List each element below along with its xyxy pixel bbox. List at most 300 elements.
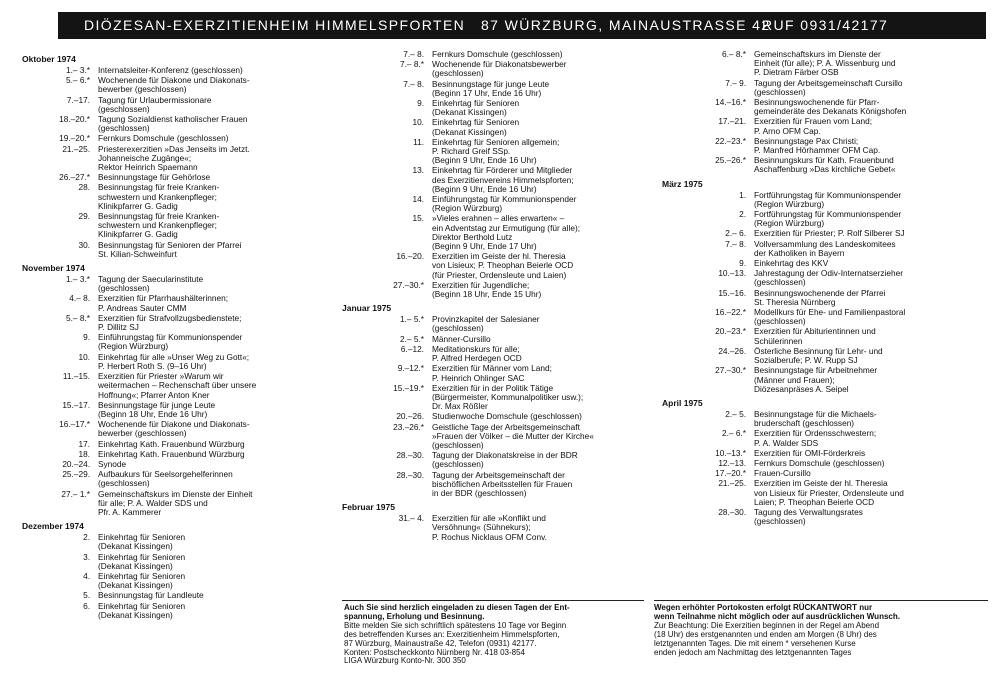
entry-line: (Beginn 9 Uhr, Ende 17 Uhr) xyxy=(432,241,537,252)
entry-text xyxy=(98,275,316,293)
entry-line: Direktor Berthold Lutz xyxy=(432,231,513,242)
entry-date: 13. xyxy=(412,165,424,176)
entry-date: 25.–26.* xyxy=(715,155,746,166)
entry-line: P. Dietram Färber OSB xyxy=(754,67,839,78)
entry-text xyxy=(98,333,316,351)
entry-line: des Exerzitienvereins Himmelspforten; xyxy=(432,174,574,185)
entry-line: Synode xyxy=(98,458,127,469)
entry-text xyxy=(754,229,968,238)
month-heading: Januar 1975 xyxy=(342,303,392,314)
entry-line: Fernkurs Domschule (geschlossen) xyxy=(432,49,563,59)
entry-line: Exerzitien für Abiturientinnen und xyxy=(754,326,876,337)
entry-text xyxy=(754,259,968,268)
entry-line: Besinnungstage für junge Leute xyxy=(432,78,550,89)
entry-line: Sozialberufe; P. W. Rupp SJ xyxy=(754,355,858,366)
entry-date: 1.– 5.* xyxy=(400,314,424,325)
entry-line: Vollversammlung des Landeskomitees xyxy=(754,238,896,249)
entry-text xyxy=(432,335,654,344)
schedule-entry xyxy=(662,240,968,258)
entry-text xyxy=(754,469,968,478)
entry-line: (für Priester, Ordensleute und Laien) xyxy=(432,269,567,280)
schedule-entry xyxy=(342,166,654,194)
entry-text xyxy=(754,366,968,394)
schedule-entry xyxy=(662,210,968,228)
schedule-entry xyxy=(22,212,316,240)
entry-date: 17.–21. xyxy=(718,116,746,127)
entry-line: (Dekanat Kissingen) xyxy=(432,107,507,118)
entry-date: 16.–20. xyxy=(396,251,424,262)
entry-line: (Dekanat Kissingen) xyxy=(98,541,173,552)
entry-line: bewerber (geschlossen) xyxy=(98,84,187,95)
entry-date: 6.–12. xyxy=(400,343,424,354)
schedule-entry xyxy=(342,118,654,136)
entry-text xyxy=(432,412,654,421)
entry-line: Exerzitien für Strafvollzugsbedienstete; xyxy=(98,312,242,323)
entry-line: P. A. Walder SDS xyxy=(754,437,819,448)
entry-line: (Dekanat Kissingen) xyxy=(98,560,173,571)
entry-text xyxy=(98,591,316,600)
schedule-entry xyxy=(342,138,654,166)
entry-line: Einkehrtag für Senioren xyxy=(432,117,520,128)
entry-date: 9.–12.* xyxy=(397,363,424,374)
entry-line: Frauen-Cursillo xyxy=(754,468,811,479)
schedule-entry xyxy=(22,275,316,293)
entry-date: 5. xyxy=(83,590,90,601)
entry-text xyxy=(98,241,316,259)
month-heading: April 1975 xyxy=(662,397,703,408)
schedule-entry xyxy=(22,460,316,469)
entry-date: 7.– 8.* xyxy=(400,59,424,70)
address: 87 WÜRZBURG, MAINAUSTRASSE 42 xyxy=(481,17,771,33)
entry-line: Tagung für Urlaubermissionare xyxy=(98,94,212,105)
entry-line: P. Alfred Herdegen OCD xyxy=(432,353,522,364)
entry-line: P. Andreas Sauter CMM xyxy=(98,302,187,313)
entry-line: Rektor Heinrich Spaemann xyxy=(98,162,198,173)
entry-line: (geschlossen) xyxy=(98,478,150,489)
entry-line: Besinnungstag für Landleute xyxy=(98,590,204,601)
entry-text xyxy=(754,308,968,326)
entry-line: Geistliche Tage der Arbeitsgemeinschaft xyxy=(432,421,580,432)
footer-line: (18 Uhr) des erstgenannten und enden am Morgen (8 Uhr) des xyxy=(654,629,877,639)
entry-date: 14.–16.* xyxy=(715,97,746,108)
schedule-entry xyxy=(662,191,968,209)
entry-text xyxy=(754,98,968,116)
schedule-entry xyxy=(22,353,316,371)
schedule-entry xyxy=(342,80,654,98)
footer-line: letztgenannten Tages. Die mit einem * versehenen Kurse xyxy=(654,638,856,648)
footer-line: Konten: Postscheckkonto Nürnberg Nr. 418 03-854 xyxy=(344,647,525,657)
schedule-entry xyxy=(342,471,654,499)
entry-line: (Beginn 17 Uhr, Ende 16 Uhr) xyxy=(432,87,542,98)
month-heading: März 1975 xyxy=(662,178,703,189)
entry-date: 6. xyxy=(83,600,90,611)
entry-text xyxy=(432,80,654,98)
footer-line: wenn Teilnahme nicht möglich oder auf ausdrücklichen Wunsch. xyxy=(654,611,900,621)
schedule-entry xyxy=(662,137,968,155)
entry-text xyxy=(432,138,654,166)
entry-line: (geschlossen) xyxy=(432,439,484,450)
entry-line: bruderschaft (geschlossen) xyxy=(754,418,855,429)
schedule-entry xyxy=(662,410,968,428)
entry-line: Exerzitien für OMI-Förderkreis xyxy=(754,447,866,458)
entry-text xyxy=(754,210,968,228)
schedule-entry xyxy=(342,99,654,117)
entry-line: Einkehrtag für Senioren xyxy=(98,600,186,611)
schedule-entry xyxy=(342,60,654,78)
entry-date: 21.–25. xyxy=(62,143,90,154)
footer-line: Wegen erhöhter Portokosten erfolgt RÜCKANTWORT nur xyxy=(654,603,873,612)
schedule-entry xyxy=(22,490,316,518)
entry-text xyxy=(754,117,968,135)
entry-text xyxy=(432,364,654,382)
entry-line: P. Arno OFM Cap. xyxy=(754,125,821,136)
entry-line: Aufbaukurs für Seelsorgehelferinnen xyxy=(98,469,233,480)
schedule-entry xyxy=(662,366,968,394)
entry-line: Einführungstag für Kommunionspender xyxy=(432,194,577,205)
entry-date: 12.–13. xyxy=(718,457,746,468)
month-heading: Februar 1975 xyxy=(342,502,395,513)
schedule-entry xyxy=(342,281,654,299)
entry-line: Österliche Besinnung für Lehr- und xyxy=(754,345,883,356)
schedule-entry xyxy=(342,335,654,344)
schedule-entry xyxy=(662,259,968,268)
entry-line: Exerzitien für in der Politik Tätige xyxy=(432,382,554,393)
entry-date: 7.– 8. xyxy=(725,238,746,249)
entry-line: Besinnungswochenende der Pfarrei xyxy=(754,287,886,298)
entry-text xyxy=(432,214,654,251)
entry-text xyxy=(98,76,316,94)
entry-date: 27.–30.* xyxy=(715,365,746,376)
entry-line: (Beginn 9 Uhr, Ende 16 Uhr) xyxy=(432,155,537,166)
schedule-entry xyxy=(22,145,316,173)
phone: RUF 0931/42177 xyxy=(762,17,889,33)
schedule-entry xyxy=(342,195,654,213)
entry-date: 4.– 8. xyxy=(69,293,90,304)
entry-date: 18. xyxy=(78,448,90,459)
entry-line: Einheit (für alle); P. A. Wissenburg und xyxy=(754,58,896,69)
entry-line: P. Dillitz SJ xyxy=(98,322,139,333)
entry-line: Gemeinschaftskurs im Dienste der Einheit xyxy=(98,488,253,499)
footer-line: Bitte melden Sie sich schriftlich spätestens 10 Tage vor Beginn xyxy=(344,620,567,630)
entry-line: Exerzitien im Geiste der hl. Theresia xyxy=(432,251,566,262)
month-heading: Dezember 1974 xyxy=(22,521,84,532)
entry-line: Klinikpfarrer G. Gadig xyxy=(98,229,178,240)
entry-line: (Beginn 18 Uhr, Ende 15 Uhr) xyxy=(432,289,542,300)
schedule-entry xyxy=(22,134,316,143)
schedule-entry xyxy=(342,423,654,451)
entry-line: schwestern und Krankenpfleger; xyxy=(98,191,217,202)
schedule-entry xyxy=(662,479,968,507)
entry-date: 27.– 1.* xyxy=(61,488,90,499)
schedule-entry xyxy=(662,117,968,135)
entry-text xyxy=(754,269,968,287)
schedule-entry xyxy=(22,294,316,312)
entry-date: 2.– 5.* xyxy=(400,333,424,344)
entry-line: Exerzitien für Frauen vom Land; xyxy=(754,116,873,127)
schedule-entry xyxy=(662,98,968,116)
schedule-entry xyxy=(342,345,654,363)
entry-date: 2. xyxy=(83,532,90,543)
entry-date: 11. xyxy=(413,136,424,147)
schedule-entry xyxy=(22,440,316,449)
schedule-entry xyxy=(22,420,316,438)
entry-line: Besinnungstage für Arbeitnehmer xyxy=(754,365,878,376)
entry-line: (geschlossen) xyxy=(754,277,806,288)
entry-line: (Dekanat Kissingen) xyxy=(432,126,507,137)
entry-text xyxy=(98,602,316,620)
schedule-entry xyxy=(662,50,968,78)
entry-date: 16.–22.* xyxy=(715,307,746,318)
entry-date: 2.– 5. xyxy=(725,408,746,419)
entry-line: P. Heinrich Ohlinger SAC xyxy=(432,372,525,383)
entry-line: Versöhnung« (Sühnekurs); xyxy=(432,522,531,533)
entry-line: Exerzitien für Ordensschwestern; xyxy=(754,428,877,439)
entry-date: 3. xyxy=(83,551,90,562)
entry-line: Einkehrtag für Förderer und Mitglieder xyxy=(432,165,573,176)
entry-line: Männer-Cursillo xyxy=(432,333,491,344)
entry-date: 16.–17.* xyxy=(59,419,90,430)
entry-line: Besinnungstage Pax Christi; xyxy=(754,135,859,146)
entry-date: 9. xyxy=(417,98,424,109)
entry-line: Einkehrtag Kath. Frauenbund Würzburg xyxy=(98,438,245,449)
entry-line: (Region Würzburg) xyxy=(754,198,825,209)
entry-text xyxy=(98,173,316,182)
entry-line: Einführungstag für Kommunionspender xyxy=(98,332,243,343)
entry-line: (Region Würzburg) xyxy=(754,218,825,229)
entry-line: P. Herbert Roth S. (9–16 Uhr) xyxy=(98,360,207,371)
entry-line: der Katholiken in Bayern xyxy=(754,247,845,258)
schedule-entry xyxy=(22,591,316,600)
entry-line: (geschlossen) xyxy=(98,103,150,114)
entry-date: 19.–20.* xyxy=(59,133,90,144)
entry-line: (geschlossen) xyxy=(98,123,150,134)
schedule-entry xyxy=(22,241,316,259)
schedule-entry xyxy=(662,508,968,526)
entry-line: Fortführungstag für Kommunionspender xyxy=(754,189,902,200)
entry-text xyxy=(754,347,968,365)
entry-line: Exerzitien für Männer vom Land; xyxy=(432,363,552,374)
entry-text xyxy=(432,195,654,213)
entry-text xyxy=(754,449,968,458)
month-heading: Oktober 1974 xyxy=(22,54,76,64)
schedule-entry xyxy=(342,384,654,412)
entry-text xyxy=(432,252,654,280)
entry-date: 20.–23.* xyxy=(715,326,746,337)
entry-line: Einkehrtag für Senioren xyxy=(432,98,520,109)
entry-text xyxy=(432,471,654,499)
entry-line: für alle; P. A. Walder SDS und xyxy=(98,497,208,508)
entry-date: 22.–23.* xyxy=(715,135,746,146)
entry-line: Besinnungstage für die Michaels- xyxy=(754,408,877,419)
header-bar xyxy=(58,12,986,39)
entry-line: Besinnungstag für Senioren der Pfarrei xyxy=(98,239,242,250)
footer-line: des betreffenden Kurses an: Exerzitienheim Himmelspforten, xyxy=(344,629,560,639)
entry-line: (geschlossen) xyxy=(754,516,806,527)
column-1 xyxy=(22,50,316,621)
entry-text xyxy=(754,240,968,258)
entry-text xyxy=(98,66,316,75)
entry-line: Fernkurs Domschule (geschlossen) xyxy=(98,133,229,144)
entry-text xyxy=(98,401,316,419)
entry-text xyxy=(98,353,316,371)
entry-text xyxy=(432,345,654,363)
entry-text xyxy=(754,508,968,526)
schedule-entry xyxy=(22,450,316,459)
footer-registration-note xyxy=(344,604,644,666)
entry-line: (geschlossen) xyxy=(754,86,806,97)
entry-date: 5.– 6.* xyxy=(66,75,90,86)
entry-text xyxy=(98,470,316,488)
schedule-entry xyxy=(22,183,316,211)
entry-date: 17. xyxy=(78,438,90,449)
schedule-entry xyxy=(342,451,654,469)
entry-line: schwestern und Krankenpfleger; xyxy=(98,220,217,231)
entry-line: (Beginn 9 Uhr, Ende 16 Uhr) xyxy=(432,183,537,194)
entry-line: P. Manfred Hörhammer OFM Cap. xyxy=(754,145,881,156)
entry-text xyxy=(754,327,968,345)
entry-line: Fortführungstag für Kommunionspender xyxy=(754,209,902,220)
entry-line: Tagung der Saecularinstitute xyxy=(98,274,204,285)
entry-line: Tagung Sozialdienst katholischer Frauen xyxy=(98,114,248,125)
entry-date: 1.– 3.* xyxy=(66,274,90,285)
entry-line: Exerzitien für Jugendliche; xyxy=(432,279,530,290)
entry-date: 17.–20.* xyxy=(715,468,746,479)
entry-date: 24.–26. xyxy=(718,345,746,356)
entry-text xyxy=(754,191,968,209)
entry-text xyxy=(432,514,654,542)
schedule-entry xyxy=(342,214,654,251)
entry-line: Gemeinschaftskurs im Dienste der xyxy=(754,49,881,59)
footer-postage-note xyxy=(654,604,994,657)
entry-date: 21.–25. xyxy=(718,478,746,489)
entry-line: Priesterexerzitien »Das Jenseits im Jetzt. xyxy=(98,143,250,154)
schedule-entry xyxy=(662,469,968,478)
entry-line: Besinnungstage für junge Leute xyxy=(98,399,216,410)
entry-date: 7.–17. xyxy=(66,94,90,105)
schedule-entry xyxy=(22,602,316,620)
entry-text xyxy=(98,115,316,133)
schedule-entry xyxy=(342,252,654,280)
entry-text xyxy=(98,553,316,571)
entry-text xyxy=(432,281,654,299)
entry-text xyxy=(432,315,654,333)
entry-line: P. Richard Greif SSp. xyxy=(432,146,511,157)
entry-date: 9. xyxy=(739,258,746,269)
entry-date: 28.–30. xyxy=(396,469,424,480)
schedule-entry xyxy=(342,315,654,333)
schedule-entry xyxy=(662,79,968,97)
schedule-entry xyxy=(662,459,968,468)
entry-line: bewerber (geschlossen) xyxy=(98,428,187,439)
entry-text xyxy=(754,79,968,97)
entry-text xyxy=(98,490,316,518)
schedule-entry xyxy=(22,333,316,351)
entry-line: von Lisieux; P. Theophan Beierle OCD xyxy=(432,260,574,271)
entry-date: 10.–13. xyxy=(718,268,746,279)
entry-date: 15. xyxy=(412,213,424,224)
entry-date: 7.– 8. xyxy=(403,49,424,59)
column-2 xyxy=(342,50,654,543)
entry-line: Einkehrtag Kath. Frauenbund Würzburg xyxy=(98,448,245,459)
entry-date: 14. xyxy=(412,194,424,205)
column-3 xyxy=(662,50,968,527)
schedule-entry xyxy=(22,96,316,114)
entry-line: ein Adventstag zur Ermutigung (für alle); xyxy=(432,222,581,233)
entry-line: Wochenende für Diakone und Diakonats- xyxy=(98,75,250,86)
entry-line: P. Rochus Nicklaus OFM Conv. xyxy=(432,531,547,542)
entry-text xyxy=(432,166,654,194)
entry-line: von Lisieux für Priester, Ordensleute und xyxy=(754,487,904,498)
entry-line: Einkehrtag für Senioren xyxy=(98,570,186,581)
entry-text xyxy=(432,99,654,117)
entry-text xyxy=(432,384,654,412)
entry-text xyxy=(98,96,316,114)
entry-line: Modellkurs für Ehe- und Familienpastoral xyxy=(754,307,906,318)
entry-line: (Beginn 18 Uhr, Ende 16 Uhr) xyxy=(98,408,208,419)
entry-date: 6.– 8.* xyxy=(722,49,746,59)
house-name: DIÖZESAN-EXERZITIENHEIM HIMMELSPFORTEN xyxy=(84,17,466,33)
entry-date: 2.– 6.* xyxy=(722,428,746,439)
schedule-entry xyxy=(342,364,654,382)
entry-date: 10. xyxy=(412,117,424,128)
entry-date: 20.–26. xyxy=(396,411,424,422)
entry-text xyxy=(754,137,968,155)
entry-text xyxy=(754,156,968,174)
entry-date: 27.–30.* xyxy=(393,279,424,290)
entry-text xyxy=(754,479,968,507)
entry-line: Exerzitien für Priester; P. Rolf Silberer SJ xyxy=(754,228,905,239)
footer-line: enden jedoch am Nachmittag des letztgenannten Tages xyxy=(654,647,852,657)
entry-date: 2. xyxy=(739,209,746,220)
entry-date: 20.–24. xyxy=(62,458,90,469)
entry-line: Jahrestagung der Odiv-Internatserzieher xyxy=(754,268,903,279)
footer-line: Auch Sie sind herzlich eingeladen zu diesen Tagen der Ent- xyxy=(344,603,570,612)
entry-line: Besinnungstag für freie Kranken- xyxy=(98,211,220,222)
entry-line: Tagung des Verwaltungsrates xyxy=(754,506,863,517)
entry-text xyxy=(754,429,968,447)
entry-line: (Region Würzburg) xyxy=(98,341,169,352)
entry-line: Tagung der Diakonatskreise in der BDR xyxy=(432,450,578,461)
footer-line: LIGA Würzburg Konto-Nr. 300 350 xyxy=(344,656,466,666)
schedule-entry xyxy=(662,229,968,238)
entry-line: Provinzkapitel der Salesianer xyxy=(432,314,540,325)
entry-line: Wochenende für Diakonatsbewerber xyxy=(432,59,567,70)
entry-line: (geschlossen) xyxy=(432,68,484,79)
entry-text xyxy=(432,60,654,78)
entry-date: 28.–30. xyxy=(718,506,746,517)
entry-text xyxy=(432,118,654,136)
entry-date: 25.–29. xyxy=(62,469,90,480)
entry-text xyxy=(98,372,316,400)
entry-line: gemeinderäte des Dekanats Königshofen xyxy=(754,106,907,117)
entry-line: weitermachen – Rechenschaft über unsere xyxy=(98,380,257,391)
schedule-entry xyxy=(22,533,316,551)
entry-line: (Dekanat Kissingen) xyxy=(98,609,173,620)
entry-line: Tagung der Arbeitsgemeinschaft Cursillo xyxy=(754,77,903,88)
entry-line: St. Theresia Nürnberg xyxy=(754,296,836,307)
schedule-entry xyxy=(662,308,968,326)
entry-line: (Dekanat Kissingen) xyxy=(98,580,173,591)
entry-line: (geschlossen) xyxy=(98,283,150,294)
entry-date: 31.– 4. xyxy=(398,513,424,524)
entry-line: Diözesanpräses A. Seipel xyxy=(754,383,849,394)
entry-text xyxy=(98,134,316,143)
entry-text xyxy=(98,572,316,590)
entry-text xyxy=(754,50,968,78)
schedule-entry xyxy=(22,372,316,400)
entry-text xyxy=(98,314,316,332)
footer-line: spannung, Erholung und Besinnung. xyxy=(344,611,485,621)
